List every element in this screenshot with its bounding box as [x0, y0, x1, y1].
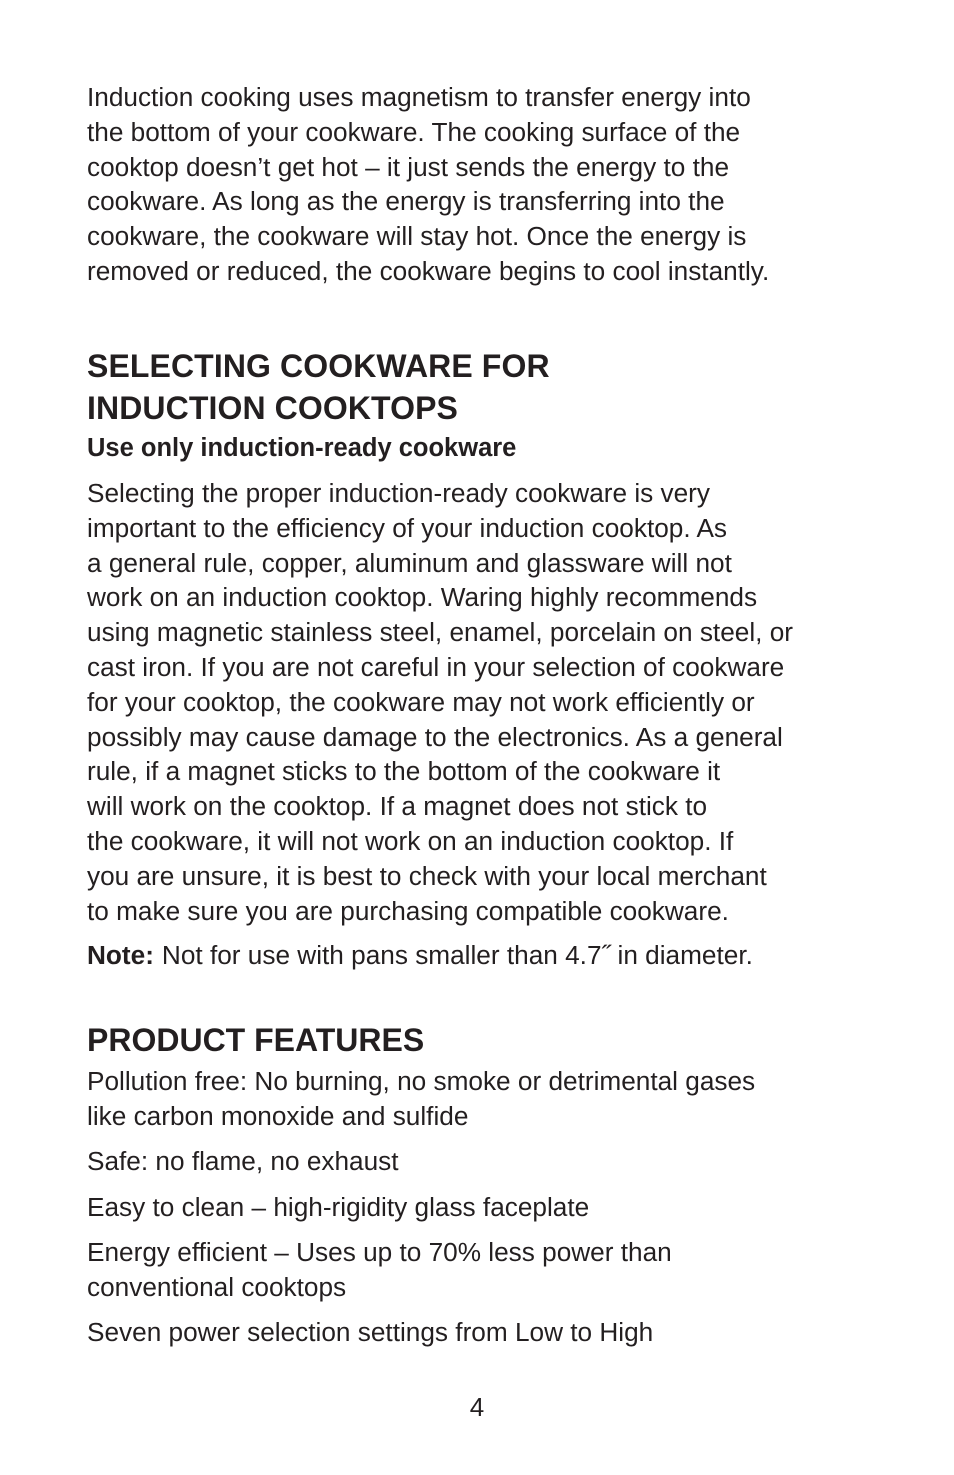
text-line: Pollution free: No burning, no smoke or detrimental gases [87, 1066, 756, 1096]
text-line: like carbon monoxide and sulfide [87, 1100, 469, 1131]
text-line: cast iron. If you are not careful in your selection of cookware [87, 651, 785, 682]
note-label: Note: [87, 940, 154, 970]
text-line: you are unsure, it is best to check with your local merchant [87, 860, 767, 891]
heading-line: SELECTING COOKWARE FOR [87, 348, 550, 384]
text-line: rule, if a magnet sticks to the bottom of the cookware it [87, 756, 721, 787]
text-line: Energy efficient – Uses up to 70% less power than [87, 1237, 672, 1267]
feature-item [87, 1064, 887, 1134]
feature-item [87, 1315, 887, 1350]
text-line: to make sure you are purchasing compatible cookware. [87, 895, 729, 926]
note-text: Not for use with pans smaller than 4.7˝ in diameter. [161, 940, 753, 970]
feature-item [87, 1144, 887, 1179]
text-line: Seven power selection settings from Low to High [87, 1317, 654, 1347]
text-line: cooktop doesn’t get hot – it just sends the energy to the [87, 151, 730, 182]
text-line: important to the efficiency of your induction cooktop. As [87, 512, 728, 543]
text-line: work on an induction cooktop. Waring highly recommends [87, 582, 758, 613]
text-line: Induction cooking uses magnetism to transfer energy into [87, 82, 751, 112]
text-line: the cookware, it will not work on an induction cooktop. If [87, 825, 734, 856]
text-line: cookware. As long as the energy is transferring into the [87, 186, 725, 217]
feature-item [87, 1235, 887, 1305]
text-line: conventional cooktops [87, 1271, 347, 1302]
text-line: will work on the cooktop. If a magnet does not stick to [87, 791, 708, 822]
text-line: the bottom of your cookware. The cooking surface of the [87, 116, 741, 147]
heading-line: INDUCTION COOKTOPS [87, 389, 459, 426]
feature-item [87, 1190, 887, 1225]
text-line: Safe: no flame, no exhaust [87, 1146, 399, 1176]
intro-paragraph [87, 80, 887, 289]
note [87, 938, 753, 973]
text-line: Selecting the proper induction-ready cookware is very [87, 478, 711, 508]
text-line: removed or reduced, the cookware begins to cool instantly. [87, 255, 770, 286]
text-line: using magnetic stainless steel, enamel, porcelain on steel, or [87, 617, 793, 648]
page-number: 4 [469, 1392, 485, 1422]
text-line: cookware, the cookware will stay hot. Once the energy is [87, 221, 747, 252]
selecting-paragraph [87, 476, 887, 928]
text-line: Easy to clean – high-rigidity glass faceplate [87, 1192, 590, 1222]
section-heading-product-features: PRODUCT FEATURES [87, 1022, 425, 1058]
text-line: for your cooktop, the cookware may not work efficiently or [87, 686, 755, 717]
section-heading-selecting-cookware [87, 346, 550, 429]
subheading: Use only induction-ready cookware [87, 434, 517, 462]
text-line: a general rule, copper, aluminum and glassware will not [87, 547, 732, 578]
text-line: possibly may cause damage to the electronics. As a general [87, 721, 783, 752]
